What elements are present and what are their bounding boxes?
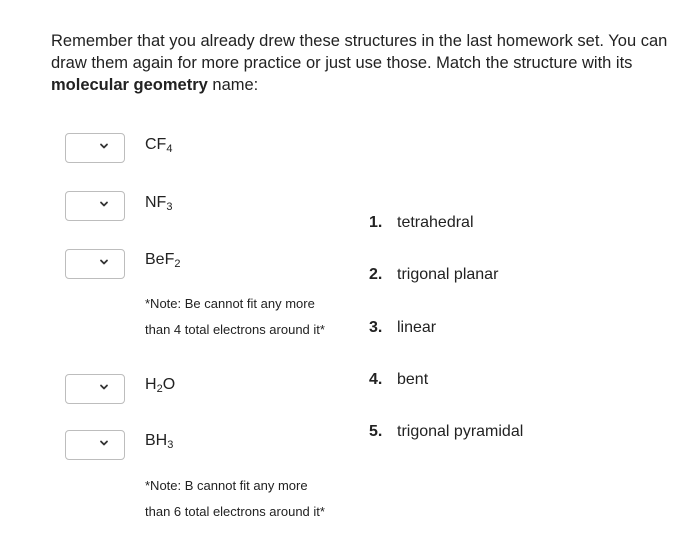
answer-dropdown-bef2[interactable] (65, 249, 125, 279)
answer-dropdown-bh3[interactable] (65, 430, 125, 460)
answer-option-5: 5. trigonal pyramidal (369, 423, 524, 440)
molecule-h2o: $H_2O$ (145, 376, 176, 395)
note-b (145, 473, 325, 525)
note-be-line2: than 4 total electrons around it* (145, 322, 325, 337)
chevron-down-icon (98, 198, 110, 210)
molecule-bh3: $BH_3$ (145, 432, 174, 451)
molecule-nf3: $NF_3$ (145, 194, 173, 213)
question-text (51, 30, 671, 96)
note-be (145, 291, 325, 343)
chevron-down-icon (98, 256, 110, 268)
note-b-line2: than 6 total electrons around it* (145, 504, 325, 519)
question-intro-part2: name: (207, 76, 259, 94)
chevron-down-icon (98, 140, 110, 152)
answer-dropdown-nf3[interactable] (65, 191, 125, 221)
chevron-down-icon (98, 381, 110, 393)
chevron-down-icon (98, 437, 110, 449)
answer-option-1: 1. tetrahedral (369, 214, 474, 231)
question-intro-bold: molecular geometry (51, 76, 208, 94)
answer-option-4: 4. bent (369, 371, 429, 388)
answer-dropdown-h2o[interactable] (65, 374, 125, 404)
note-be-line1: *Note: Be cannot fit any more (145, 296, 315, 311)
answer-option-2: 2. trigonal planar (369, 266, 499, 283)
molecule-cf4: $CF_4$ (145, 136, 173, 155)
question-intro-part1: Remember that you already drew these structures in the last homework set. You can draw them again for more practice or just use those. Match the structure with its (51, 32, 668, 72)
answer-dropdown-cf4[interactable] (65, 133, 125, 163)
molecule-bef2: BeF$_2$ (145, 251, 181, 270)
answer-option-3: 3. linear (369, 319, 437, 336)
note-b-line1: *Note: B cannot fit any more (145, 478, 308, 493)
